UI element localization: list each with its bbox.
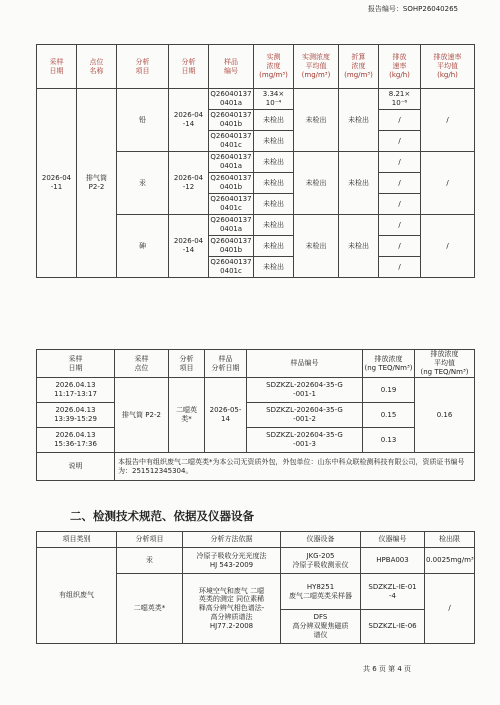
metals-results-table	[36, 44, 475, 278]
sample-id: Q26040137 0401a	[209, 215, 254, 236]
page-footer: 共 6 页 第 4 页	[363, 665, 412, 673]
measured-conc: 未检出	[254, 152, 294, 173]
instrument-code: SDZKZL-IE-01 -4	[361, 574, 425, 610]
measured-conc: 未检出	[254, 110, 294, 131]
analysis-item: 二噁英类*	[117, 574, 183, 644]
sample-id: Q26040137 0401a	[209, 89, 254, 110]
sampling-time: 2026.04.13 15:36-17:36	[37, 428, 115, 453]
avg-emission-rate: /	[421, 89, 475, 152]
instrument: JKG-205 冷原子吸收测汞仪	[281, 548, 361, 574]
instrument-code: HPBA003	[361, 548, 425, 574]
converted-conc: 未检出	[339, 89, 379, 152]
column-header: 排放浓度 平均值 (ng TEQ/Nm³)	[415, 350, 475, 378]
emission-rate: /	[379, 236, 421, 257]
column-header: 采样 点位	[115, 350, 169, 378]
measured-conc: 未检出	[254, 131, 294, 152]
note-label: 说明	[37, 453, 115, 481]
method: 环境空气和废气 二噁 英类的测定 同位素稀 释高分辨气相色谱法- 高分辨质谱法 HJ77.2-2008	[183, 574, 281, 644]
analysis-item: 汞	[117, 152, 169, 215]
analysis-item: 铅	[117, 89, 169, 152]
column-header: 实测浓度 平均值 (mg/m³)	[294, 45, 339, 89]
measured-conc: 未检出	[254, 215, 294, 236]
column-header: 实测 浓度 (mg/m³)	[254, 45, 294, 89]
analysis-date: 2026-04 -14	[169, 89, 209, 152]
column-header: 仪器设备	[281, 532, 361, 548]
column-header: 排放 速率 (kg/h)	[379, 45, 421, 89]
measured-conc: 3.34× 10⁻⁴	[254, 89, 294, 110]
report-number: 报告编号：SOHP26040265	[367, 5, 458, 13]
sampling-time: 2026.04.13 13:39-15:29	[37, 403, 115, 428]
detection-limit: 0.0025mg/m³	[425, 548, 475, 574]
column-header: 分析 项目	[117, 45, 169, 89]
sample-id: Q26040137 0401b	[209, 110, 254, 131]
instrument: DFS 高分辨双聚焦磁质 谱仪	[281, 610, 361, 644]
dioxin-results-table	[36, 349, 475, 481]
column-header: 采样 日期	[37, 45, 77, 89]
emission-rate: /	[379, 110, 421, 131]
table-row	[37, 548, 475, 574]
measured-conc: 未检出	[254, 173, 294, 194]
emission-rate: /	[379, 152, 421, 173]
emission-conc: 0.15	[363, 403, 415, 428]
column-header: 样品 分析日期	[205, 350, 247, 378]
measured-conc: 未检出	[254, 194, 294, 215]
measured-conc: 未检出	[254, 257, 294, 278]
avg-conc: 未检出	[294, 215, 339, 278]
column-header: 分析 日期	[169, 45, 209, 89]
category: 有组织废气	[37, 548, 117, 644]
detection-limit: /	[425, 574, 475, 644]
column-header: 项目类别	[37, 532, 117, 548]
column-header: 检出限	[425, 532, 475, 548]
column-header: 排放速率 平均值 (kg/h)	[421, 45, 475, 89]
sample-id: Q26040137 0401c	[209, 131, 254, 152]
sampling-time: 2026.04.13 11:17-13:17	[37, 378, 115, 403]
converted-conc: 未检出	[339, 215, 379, 278]
avg-emission-rate: /	[421, 215, 475, 278]
column-header: 折算 浓度 (mg/m³)	[339, 45, 379, 89]
method: 冷原子吸收分光光度法 HJ 543-2009	[183, 548, 281, 574]
sample-id: SDZKZL-202604-35-G -001-3	[247, 428, 363, 453]
avg-conc: 0.16	[415, 378, 475, 453]
sample-id: Q26040137 0401c	[209, 194, 254, 215]
avg-emission-rate: /	[421, 152, 475, 215]
emission-rate: 8.21× 10⁻⁶	[379, 89, 421, 110]
column-header: 仪器编号	[361, 532, 425, 548]
instrument: HY8251 废气二噁英类采样器	[281, 574, 361, 610]
methods-table	[36, 531, 475, 644]
sample-id: SDZKZL-202604-35-G -001-1	[247, 378, 363, 403]
analysis-item: 汞	[117, 548, 183, 574]
sampling-point: 排气筒 P2-2	[77, 89, 117, 278]
column-header: 分析 项目	[169, 350, 205, 378]
emission-rate: /	[379, 215, 421, 236]
column-header: 分析项目	[117, 532, 183, 548]
sampling-point: 排气筒 P2-2	[115, 378, 169, 453]
table-row	[37, 378, 475, 403]
emission-rate: /	[379, 257, 421, 278]
sample-id: Q26040137 0401b	[209, 173, 254, 194]
analysis-date: 2026-04 -12	[169, 152, 209, 215]
sample-id: Q26040137 0401b	[209, 236, 254, 257]
sample-id: Q26040137 0401a	[209, 152, 254, 173]
column-header: 样品 编号	[209, 45, 254, 89]
analysis-date: 2026-04 -14	[169, 215, 209, 278]
table-row	[37, 428, 475, 453]
column-header: 分析方法依据	[183, 532, 281, 548]
table-row	[37, 89, 475, 110]
measured-conc: 未检出	[254, 236, 294, 257]
sample-id: SDZKZL-202604-35-G -001-2	[247, 403, 363, 428]
avg-conc: 未检出	[294, 89, 339, 152]
emission-conc: 0.19	[363, 378, 415, 403]
analysis-item: 砷	[117, 215, 169, 278]
avg-conc: 未检出	[294, 152, 339, 215]
emission-conc: 0.13	[363, 428, 415, 453]
emission-rate: /	[379, 194, 421, 215]
section-title: 二、检测技术规范、依据及仪器设备	[70, 509, 254, 523]
instrument-code: SDZKZL-IE-06	[361, 610, 425, 644]
column-header: 点位 名称	[77, 45, 117, 89]
analysis-item: 二噁英 类*	[169, 378, 205, 453]
table-row	[37, 403, 475, 428]
emission-rate: /	[379, 131, 421, 152]
sampling-date: 2026-04 -11	[37, 89, 77, 278]
emission-rate: /	[379, 173, 421, 194]
sample-id: Q26040137 0401c	[209, 257, 254, 278]
column-header: 样品编号	[247, 350, 363, 378]
column-header: 采样 日期	[37, 350, 115, 378]
note-text: 本报告中有组织废气二噁英类*为本公司无资质外包，外包单位：山东中科众联检测科技有限公司，资质证书编号为：251512345304。	[115, 453, 475, 481]
analysis-date: 2026-05- 14	[205, 378, 247, 453]
column-header: 排放浓度 (ng TEQ/Nm³)	[363, 350, 415, 378]
converted-conc: 未检出	[339, 152, 379, 215]
